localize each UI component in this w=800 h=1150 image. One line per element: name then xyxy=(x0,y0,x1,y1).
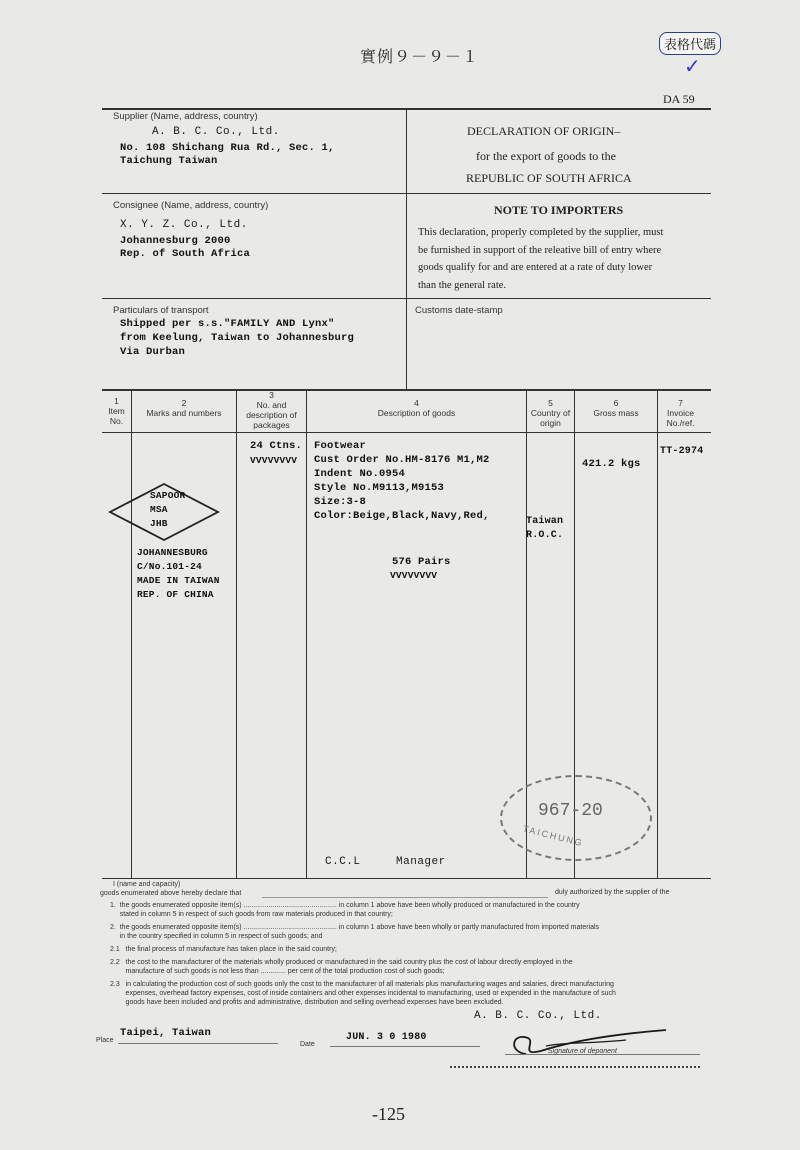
goods-pairs: 576 Pairs xyxy=(392,556,451,568)
goods-signer: C.C.L Manager xyxy=(325,856,446,868)
transport-bottom-border xyxy=(102,389,711,391)
customs-stamp-label: Customs date-stamp xyxy=(415,305,503,316)
clause-line: 1. the goods enumerated opposite item(s) ................................................ in column 1 above have been wholly produced or manufactured in the country xyxy=(110,902,580,909)
stamp-number: 967-20 xyxy=(538,801,603,821)
col-label: Description of goods xyxy=(377,408,456,418)
signature-label: Signature of deponent xyxy=(548,1048,617,1055)
origin-line-1: Taiwan xyxy=(526,516,564,527)
marks-carton-no: C/No.101-24 xyxy=(137,561,202,572)
table-header-bottom xyxy=(102,432,711,433)
transport-label: Particulars of transport xyxy=(113,305,209,316)
declaration-title-2: for the export of goods to the xyxy=(476,149,616,163)
packages-count: 24 Ctns. xyxy=(250,440,303,452)
col-divider-1 xyxy=(131,390,132,878)
clause-line: 2.1 the final process of manufacture has taken place in the said country; xyxy=(110,946,337,953)
invoice-ref-value: TT-2974 xyxy=(660,446,704,457)
marks-made-in: MADE IN TAIWAN xyxy=(137,575,220,586)
col-head-description xyxy=(307,398,526,418)
col-number: 4 xyxy=(414,398,419,408)
top-middle-divider xyxy=(406,108,407,390)
clause-line: 2. the goods enumerated opposite item(s) ................................................ in column 1 above have been wholly or partly manufactured from imported materials xyxy=(110,924,600,931)
place-value: Taipei, Taiwan xyxy=(120,1027,212,1039)
page-number: -125 xyxy=(372,1104,405,1124)
declaration-intro: goods enumerated above hereby declare that xyxy=(100,890,242,897)
marks-rep: REP. OF CHINA xyxy=(137,589,214,600)
note-line: goods qualify for and are entered at a rate of duty lower xyxy=(418,262,653,273)
transport-line-1: Shipped per s.s."FAMILY AND Lynx" xyxy=(120,318,335,330)
stamp-text: TAICHUNG xyxy=(521,823,585,849)
diamond-line-1: SAPOOR xyxy=(150,490,186,501)
place-line xyxy=(118,1043,278,1044)
goods-line-4: Style No.M9113,M9153 xyxy=(314,482,445,494)
footer-dashed-line xyxy=(450,1066,700,1068)
marks-city: JOHANNESBURG xyxy=(137,547,208,558)
form-number: DA 59 xyxy=(663,92,695,106)
packages-underline: VVVVVVVV xyxy=(250,455,298,466)
declaration-clauses xyxy=(110,901,700,1007)
col-number: 1 xyxy=(114,396,119,406)
goods-line-2: Cust Order No.HM-8176 M1,M2 xyxy=(314,454,490,466)
consignee-address-2: Rep. of South Africa xyxy=(120,248,251,260)
goods-line-3: Indent No.0954 xyxy=(314,468,406,480)
goods-line-6: Color:Beige,Black,Navy,Red, xyxy=(314,510,490,522)
supplier-bottom-border xyxy=(102,193,711,194)
transport-line-2: from Keelung, Taiwan to Johannesburg xyxy=(120,332,355,344)
authorized-text: duly authorized by the supplier of the xyxy=(555,889,670,896)
page-header: 實例９－９－１ xyxy=(360,49,480,66)
col-divider-6 xyxy=(657,390,658,878)
note-line: This declaration, properly completed by the supplier, must xyxy=(418,227,664,238)
declaration-title-1: DECLARATION OF ORIGIN– xyxy=(467,124,621,138)
clause-line: manufacture of such goods is not less than ............. per cent of the total production cost of such goods; xyxy=(110,968,445,975)
col-number: 7 xyxy=(678,398,683,408)
supplier-address-1: No. 108 Shichang Rua Rd., Sec. 1, xyxy=(120,142,335,154)
checkmark-icon: ✓ xyxy=(684,54,701,78)
supplier-address-2: Taichung Taiwan xyxy=(120,155,218,167)
col-head-invoice xyxy=(658,398,703,428)
note-line: be furnished in support of the releative bill of entry where xyxy=(418,244,662,256)
date-line xyxy=(330,1046,480,1047)
col-number: 5 xyxy=(548,398,553,408)
footer-company: A. B. C. Co., Ltd. xyxy=(474,1010,602,1022)
col-divider-2 xyxy=(236,390,237,878)
diamond-line-2: MSA xyxy=(150,504,168,515)
supplier-label: Supplier (Name, address, country) xyxy=(113,111,258,122)
diamond-line-3: JHB xyxy=(150,518,168,529)
date-value: JUN. 3 0 1980 xyxy=(346,1032,427,1043)
clause-line: in the country specified in column 5 in respect of such goods; and xyxy=(110,933,323,940)
note-title: NOTE TO IMPORTERS xyxy=(494,203,624,217)
col-number: 3 xyxy=(269,390,274,400)
col-number: 6 xyxy=(613,398,619,408)
goods-line-5: Size:3-8 xyxy=(314,496,367,508)
consignee-address-1: Johannesburg 2000 xyxy=(120,235,231,247)
consignee-bottom-border xyxy=(102,298,711,299)
origin-line-2: R.O.C. xyxy=(526,530,564,541)
transport-line-3: Via Durban xyxy=(120,346,186,358)
consignee-name: X. Y. Z. Co., Ltd. xyxy=(120,219,248,231)
col-label: Item No. xyxy=(108,406,125,426)
col-label: Marks and numbers xyxy=(146,408,222,418)
col-number: 2 xyxy=(181,398,187,408)
customs-stamp xyxy=(500,775,652,861)
clause-line: goods have been included and profits and administrative, distribution and selling overhead expenses have been excluded. xyxy=(110,999,504,1006)
col-head-marks xyxy=(132,398,236,418)
gross-mass-value: 421.2 kgs xyxy=(582,458,641,470)
col-head-origin xyxy=(527,398,574,428)
goods-pairs-underline: VVVVVVVV xyxy=(390,570,438,581)
col-label: No. and description of packages xyxy=(246,400,297,430)
declarant-label: I (name and capacity) xyxy=(113,881,181,888)
signature-scribble xyxy=(506,1024,676,1066)
table-bottom xyxy=(102,878,711,879)
clause-line: stated in column 5 in respect of such goods from raw materials produced in that country; xyxy=(110,911,393,918)
date-label: Date xyxy=(300,1041,315,1048)
form-code-label: 表格代碼 xyxy=(659,32,721,55)
col-label: Gross mass xyxy=(593,408,639,418)
col-divider-3 xyxy=(306,390,307,878)
col-head-gross-mass xyxy=(575,398,657,418)
place-label: Place xyxy=(96,1037,114,1044)
clause-line: expenses, overhead factory expenses, cost of inside containers and other expenses incidental to manufacturing, used or expended in the manufacture of such xyxy=(110,990,616,997)
declaration-title-3: REPUBLIC OF SOUTH AFRICA xyxy=(466,171,632,185)
supplier-name: A. B. C. Co., Ltd. xyxy=(152,126,280,138)
clause-line: 2.2 the cost to the manufacturer of the materials wholly produced or manufactured in the said country plus the cost of labour directly employed in the xyxy=(110,959,573,966)
consignee-label: Consignee (Name, address, country) xyxy=(113,200,269,211)
clause-line: 2.3 in calculating the production cost of such goods only the cost to the manufacturer of all materials plus manufacturing wages and salaries, direct manufacturing xyxy=(110,981,614,988)
col-label: Invoice No./ref. xyxy=(666,408,695,428)
col-head-packages xyxy=(237,390,306,430)
note-line: than the general rate. xyxy=(418,279,507,291)
col-label: Country of origin xyxy=(530,408,571,428)
note-body xyxy=(418,224,703,294)
col-head-item xyxy=(102,396,131,426)
declarant-name-line xyxy=(262,897,548,898)
goods-line-1: Footwear xyxy=(314,440,367,452)
